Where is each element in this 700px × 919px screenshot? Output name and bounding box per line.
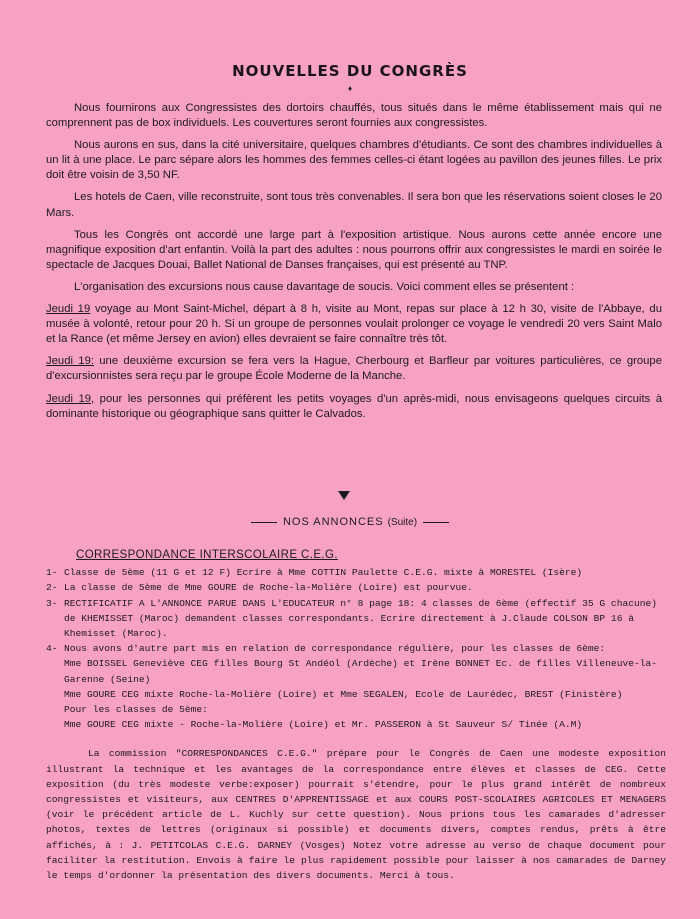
list-item — [46, 596, 666, 642]
annonces-suite: (Suite) — [387, 516, 418, 528]
annonces-title: NOS ANNONCES — [282, 516, 384, 528]
item-number: 3- — [46, 597, 58, 609]
item-text: Classe de 5ème (11 G et 12 F) Ecrire à Mme COTTIN Paulette C.E.G. mixte à MORESTEL (Isère) — [64, 567, 583, 579]
commission-text: La commission "CORRESPONDANCES C.E.G." prépare pour le Congrès de Caen une modeste exposition illustrant la technique et les avantages de la correspondance entre élèves et classes de CEG. Cette exposition (du très modeste verbe:exposer) pourrait s'étendre, pour le plus grand intérêt de nombreux congressistes et visiteurs, aux CENTRES D'APPRENTISSAGE et aux COURS POST-SCOLAIRES AGRICOLES ET MENAGERS (voir le précédent article de L. Kuchly sur cette question). Nous prions tous les camarades d'adresser photos, textes de lettres (originaux si possible) et documents divers, comptes rendus, prêts à être affichés, à : J. PETITCOLAS C.E.G. DARNEY (Vosges) Notez votre adresse au verso de chaque document pour faciliter la restitution. Envois à faire le plus rapidement possible pour laisser à nos camarades de Darney le temps d'ordonner la présentation des divers documents. Merci à tous. — [46, 748, 666, 882]
excursion-calvados — [46, 392, 662, 422]
header-rule-left — [251, 522, 277, 523]
excursion-mont-saint-michel — [46, 302, 662, 347]
paragraph-exposition: Tous les Congrès ont accordé une large part à l'exposition artistique. Nous aurons cette année encore une magnifique exposition d'art enfantin. Voilà la part des adultes : nous pourrons offrir aux congressistes le mardi en soirée le spectacle de Jacques Douai, Ballet National de Danses françaises, qui est présenté au TNP. — [46, 228, 662, 271]
annonces-header — [230, 516, 470, 528]
list-item — [46, 565, 666, 580]
sub-line: Pour les classes de 5ème: — [64, 704, 208, 716]
item-number: 4- — [46, 643, 58, 655]
excursion-date-label: Jeudi 19, — [46, 392, 95, 405]
triangle-down-icon — [338, 491, 350, 500]
paragraph-excursions: L'organisation des excursions nous cause davantage de soucis. Voici comment elles se présentent : — [74, 280, 575, 293]
correspondance-title: CORRESPONDANCE INTERSCOLAIRE C.E.G. — [76, 549, 338, 561]
sub-line: Mme BOISSEL Geneviève CEG filles Bourg St Andéol (Ardèche) et Irène BONNET Ec. de filles Villeneuve-la-Garenne (Seine) — [64, 658, 657, 685]
item-text: La classe de 5ème de Mme GOURE de Roche-la-Molière (Loire) est pourvue. — [64, 582, 473, 594]
sub-line: Mme GOURE CEG mixte - Roche-la-Molière (Loire) et Mr. PASSERON à St Sauveur S/ Tinée (A.M) — [64, 719, 583, 731]
paragraph-dortoirs: Nous fournirons aux Congressistes des dortoirs chauffés, tous situés dans le même établissement mais qui ne comprennent pas de box individuels. Les couvertures seront fournies aux congressistes. — [46, 102, 662, 130]
list-item — [46, 641, 666, 656]
list-item — [46, 580, 666, 595]
correspondance-section — [46, 548, 666, 883]
congress-news-section — [46, 101, 662, 429]
item-text: Nous avons d'autre part mis en relation de correspondance régulière, pour les classes de 6ème: — [64, 643, 606, 655]
diamond-ornament-icon: ♦ — [347, 84, 353, 93]
excursion-text: voyage au Mont Saint-Michel, départ à 8 h, visite au Mont, repas sur place à 12 h 30, visite de l'Abbaye, du musée à volonté, retour pour 20 h. Si un groupe de personnes voulait prolonger ce voyage le vendredi 20 vers Saint Malo et la Rance (et même Jersey en avion) elles devraient se faire connaître très tôt. — [46, 303, 663, 346]
excursion-date-label: Jeudi 19: — [46, 355, 94, 368]
header-rule-right — [423, 522, 449, 523]
page-title: NOUVELLES DU CONGRÈS — [232, 62, 468, 80]
item-text: RECTIFICATIF A L'ANNONCE PARUE DANS L'EDUCATEUR n° 8 page 18: 4 classes de 6ème (effectif 35 G chacune) de KHEMISSET (Maroc) demandent classes correspondants. Ecrire directement à J.Claude COLSON BP 16 à Khemisset (Maroc). — [64, 597, 657, 640]
excursion-la-hague — [46, 354, 662, 384]
excursion-text: une deuxième excursion se fera vers la Hague, Cherbourg et Barfleur par voitures particulières, ce groupe d'excursionnistes sera reçu par le groupe École Moderne de la Manche. — [46, 355, 662, 383]
excursion-date-label: Jeudi 19 — [46, 303, 91, 316]
item-number: 1- — [46, 567, 58, 579]
sub-line: Mme GOURE CEG mixte Roche-la-Molière (Loire) et Mme SEGALEN, Ecole de Laurédec, BREST (Finistère) — [64, 688, 623, 700]
excursion-text: pour les personnes qui préfèrent les petits voyages d'un après-midi, nous envisageons quelques circuits à dominante historique ou géographique sans quitter le Calvados. — [46, 392, 662, 420]
paragraph-chambres: Nous aurons en sus, dans la cité universitaire, quelques chambres d'étudiants. Ce sont des chambres individuelles à un lit à une place. Le parc sépare alors les hommes des femmes celles-ci étant logées au pavillon des jeunes filles. Le prix doit être voisin de 3,50 NF. — [46, 139, 662, 182]
commission-paragraph — [46, 746, 666, 883]
item-number: 2- — [46, 582, 58, 594]
paragraph-hotels: Les hotels de Caen, ville reconstruite, sont tous très convenables. Il sera bon que les réservations soient closes le 20 Mars. — [46, 191, 662, 219]
